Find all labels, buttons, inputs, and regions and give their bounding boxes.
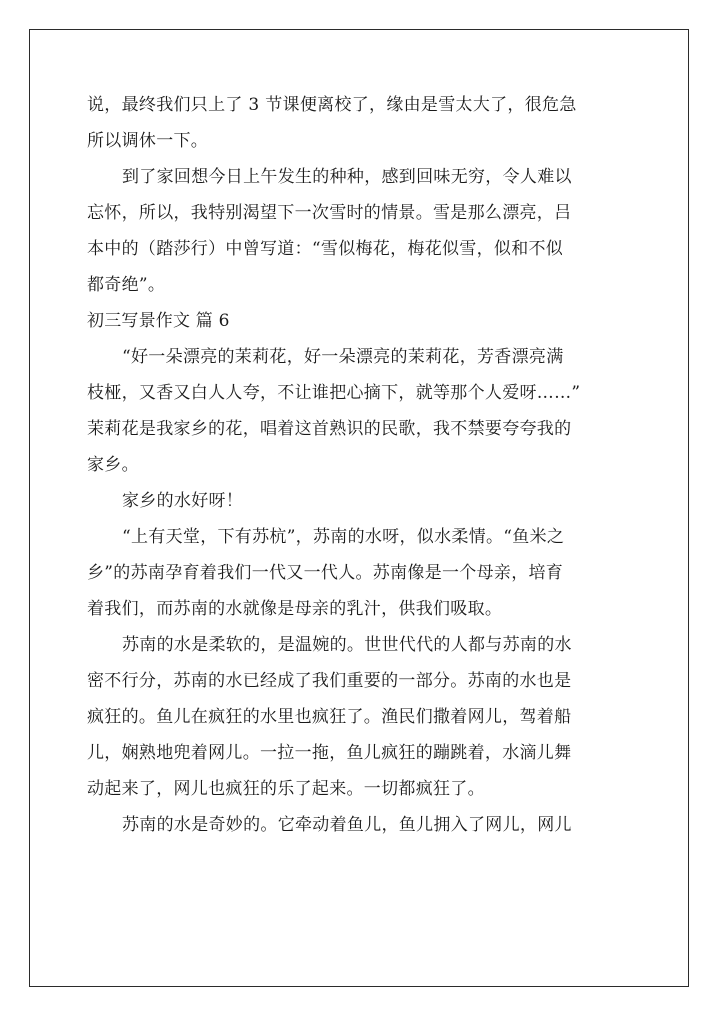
text-line: 苏南的水是柔软的，是温婉的。世世代代的人都与苏南的水 [122, 635, 572, 655]
text-line: 乡”的苏南孕育着我们一代又一代人。苏南像是一个母亲，培育 [87, 563, 564, 583]
text-line: 家乡。 [87, 455, 139, 475]
text-line: 说，最终我们只上了 3 节课便离校了，缘由是雪太大了，很危急 [87, 95, 577, 115]
text-line: 疯狂的。鱼儿在疯狂的水里也疯狂了。渔民们撒着网儿，驾着船 [87, 707, 572, 727]
text-line: 家乡的水好呀！ [122, 491, 244, 511]
text-line: “上有天堂，下有苏杭”，苏南的水呀，似水柔情。“鱼米之 [122, 527, 565, 547]
text-line: 儿，娴熟地兜着网儿。一拉一拖，鱼儿疯狂的蹦跳着，水滴儿舞 [87, 743, 572, 763]
document-body [87, 87, 635, 843]
text-line: 茉莉花是我家乡的花，唱着这首熟识的民歌，我不禁要夸夸我的 [87, 419, 572, 439]
text-line: 本中的（踏莎行）中曾写道：“雪似梅花，梅花似雪，似和不似 [87, 239, 564, 259]
text-line: 都奇绝”。 [87, 275, 166, 295]
text-line: “好一朵漂亮的茉莉花，好一朵漂亮的茉莉花，芳香漂亮满 [122, 347, 564, 367]
text-line: 所以调休一下。 [87, 131, 209, 151]
text-line: 忘怀，所以，我特别渴望下一次雪时的情景。雪是那么漂亮，吕 [87, 203, 572, 223]
section-heading: 初三写景作文 篇 6 [87, 311, 230, 331]
text-line: 到了家回想今日上午发生的种种，感到回味无穷，令人难以 [122, 167, 572, 187]
text-line: 着我们，而苏南的水就像是母亲的乳汁，供我们吸取。 [87, 599, 503, 619]
text-line: 密不行分，苏南的水已经成了我们重要的一部分。苏南的水也是 [87, 671, 572, 691]
text-line: 动起来了，网儿也疯狂的乐了起来。一切都疯狂了。 [87, 779, 485, 799]
text-line: 枝桠，又香又白人人夸，不让谁把心摘下，就等那个人爱呀……” [87, 383, 581, 403]
text-line: 苏南的水是奇妙的。它牵动着鱼儿，鱼儿拥入了网儿，网儿 [122, 815, 572, 835]
